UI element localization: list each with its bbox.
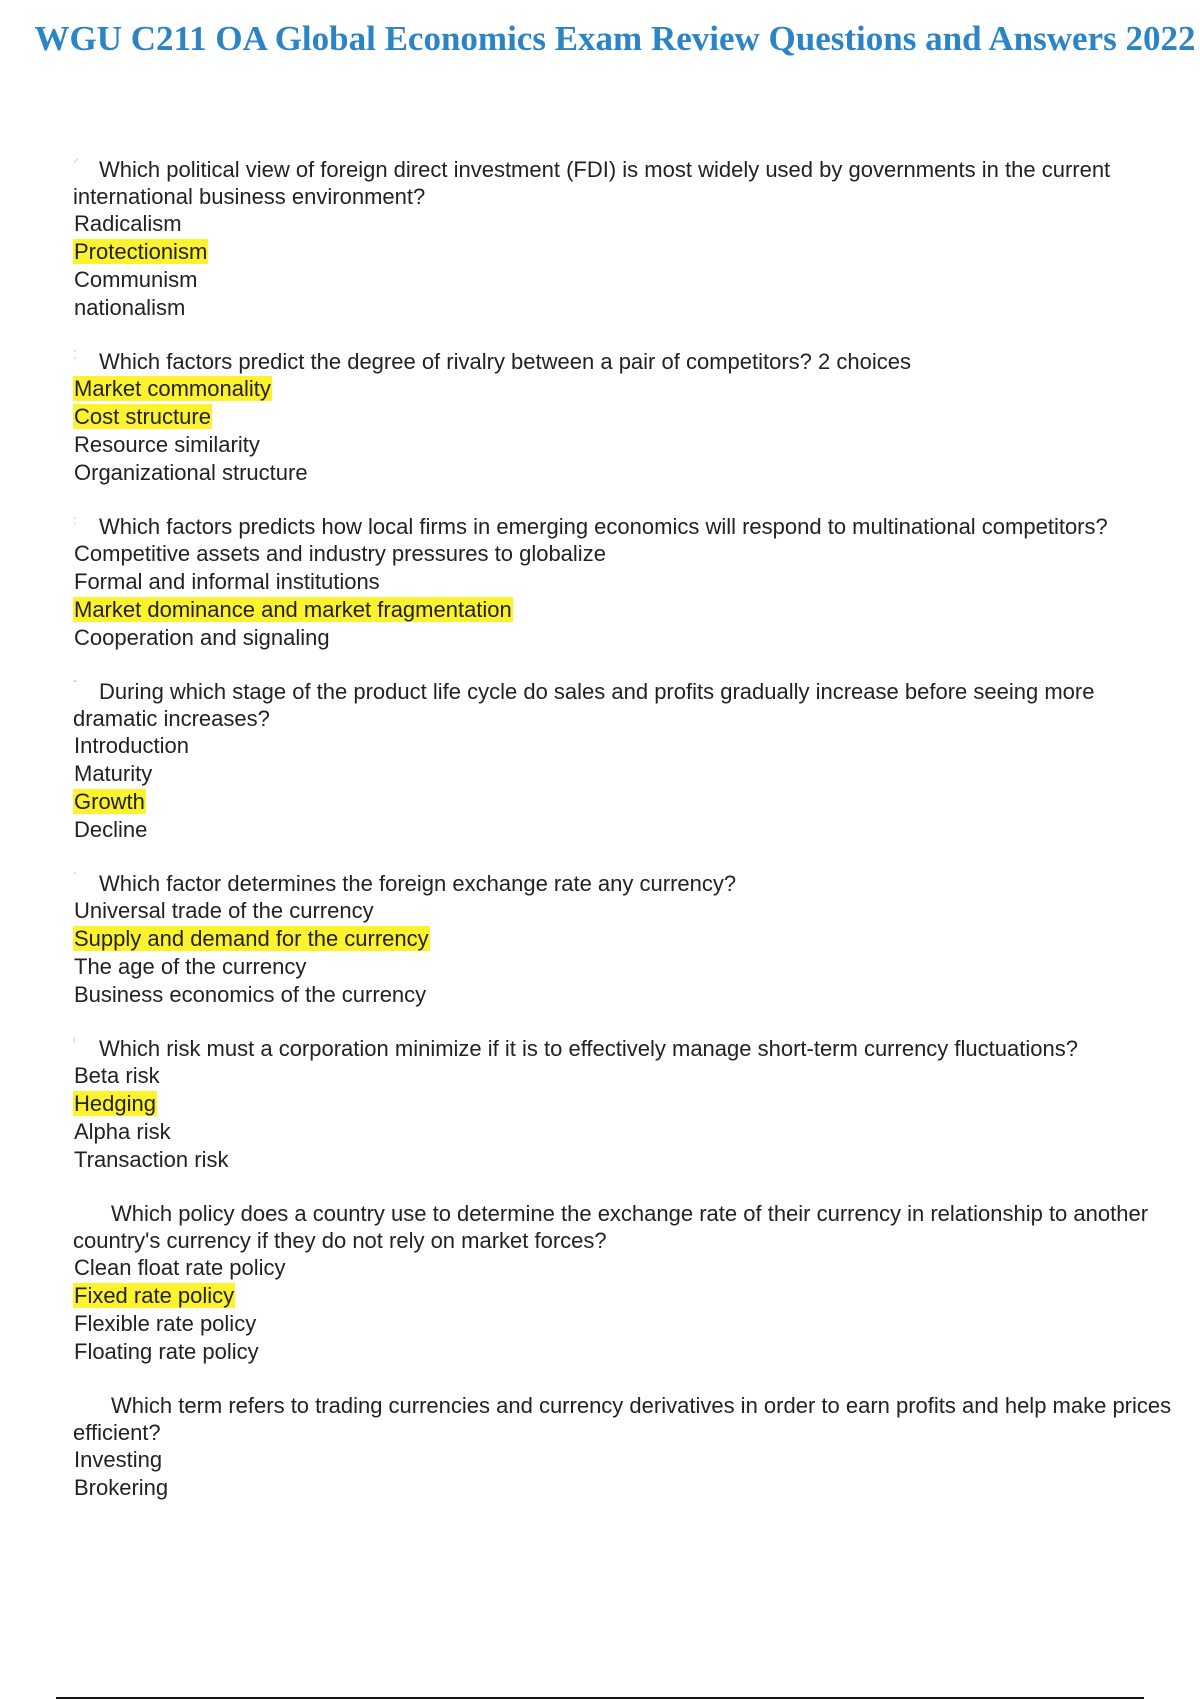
question-5 <box>73 870 1173 1009</box>
answer-option: The age of the currency <box>74 954 307 979</box>
answer-option: Decline <box>74 817 148 842</box>
question-marker-icon: ⁚ <box>73 348 77 362</box>
answer-option-correct: Market dominance and market fragmentation <box>74 597 512 622</box>
question-text: Which term refers to trading currencies and currency derivatives in order to earn profits and help make prices efficient? <box>73 1393 1172 1445</box>
answer-option: Floating rate policy <box>74 1339 259 1364</box>
answer-option-correct: Growth <box>74 789 145 814</box>
document-title: WGU C211 OA Global Economics Exam Review Questions and Answers 2022 <box>34 19 1196 58</box>
question-text: Which factors predict the degree of rivalry between a pair of competitors? 2 choices <box>99 349 911 374</box>
answer-option: nationalism <box>74 295 186 320</box>
question-3 <box>73 513 1173 652</box>
answer-option: Introduction <box>74 733 189 758</box>
answer-option-correct: Market commonality <box>74 376 271 401</box>
answer-option: Resource similarity <box>74 432 260 457</box>
answer-option: Universal trade of the currency <box>74 898 374 923</box>
question-list <box>73 156 1173 1528</box>
answer-option: Maturity <box>74 761 153 786</box>
answer-option: Transaction risk <box>74 1147 229 1172</box>
answer-option: Clean float rate policy <box>74 1255 286 1280</box>
answer-option: Brokering <box>74 1475 169 1500</box>
answer-option: Alpha risk <box>74 1119 171 1144</box>
answer-option: Beta risk <box>74 1063 160 1088</box>
question-text: Which political view of foreign direct investment (FDI) is most widely used by governments in the current international business environment? <box>73 157 1111 209</box>
answer-option: Business economics of the currency <box>74 982 427 1007</box>
question-text: Which factors predicts how local firms in emerging economics will respond to multinational competitors? <box>99 514 1108 539</box>
question-text: Which risk must a corporation minimize if it is to effectively manage short-term currency fluctuations? <box>99 1036 1078 1061</box>
answer-option-correct: Protectionism <box>74 239 208 264</box>
question-1 <box>73 156 1173 322</box>
question-text: Which policy does a country use to determine the exchange rate of their currency in relationship to another country's currency if they do not rely on market forces? <box>73 1201 1149 1253</box>
question-2 <box>73 348 1173 487</box>
answer-option-correct: Supply and demand for the currency <box>74 926 429 951</box>
answer-option-correct: Hedging <box>74 1091 156 1116</box>
question-text: During which stage of the product life cycle do sales and profits gradually increase before seeing more dramatic increases? <box>73 679 1095 731</box>
answer-option: Communism <box>74 267 198 292</box>
answer-option: Organizational structure <box>74 460 308 485</box>
answer-option: Competitive assets and industry pressures to globalize <box>74 541 606 566</box>
question-4 <box>73 678 1173 844</box>
answer-option-correct: Fixed rate policy <box>74 1283 235 1308</box>
question-marker-icon: ˋ <box>73 870 77 884</box>
question-7 <box>73 1200 1173 1366</box>
answer-option: Flexible rate policy <box>74 1311 257 1336</box>
answer-option: Formal and informal institutions <box>74 569 380 594</box>
answer-option: Radicalism <box>74 211 182 236</box>
answer-option-correct: Cost structure <box>74 404 211 429</box>
question-marker-icon: ⁽ <box>73 1035 76 1049</box>
question-marker-icon: : <box>73 513 77 527</box>
answer-option: Investing <box>74 1447 163 1472</box>
question-marker-icon: ⸍ <box>73 156 80 170</box>
question-marker-icon: ˆ <box>73 678 77 692</box>
question-8 <box>73 1392 1173 1502</box>
footer-divider <box>56 1697 1144 1699</box>
question-text: Which factor determines the foreign exchange rate any currency? <box>99 871 737 896</box>
answer-option: Cooperation and signaling <box>74 625 330 650</box>
question-6 <box>73 1035 1173 1174</box>
